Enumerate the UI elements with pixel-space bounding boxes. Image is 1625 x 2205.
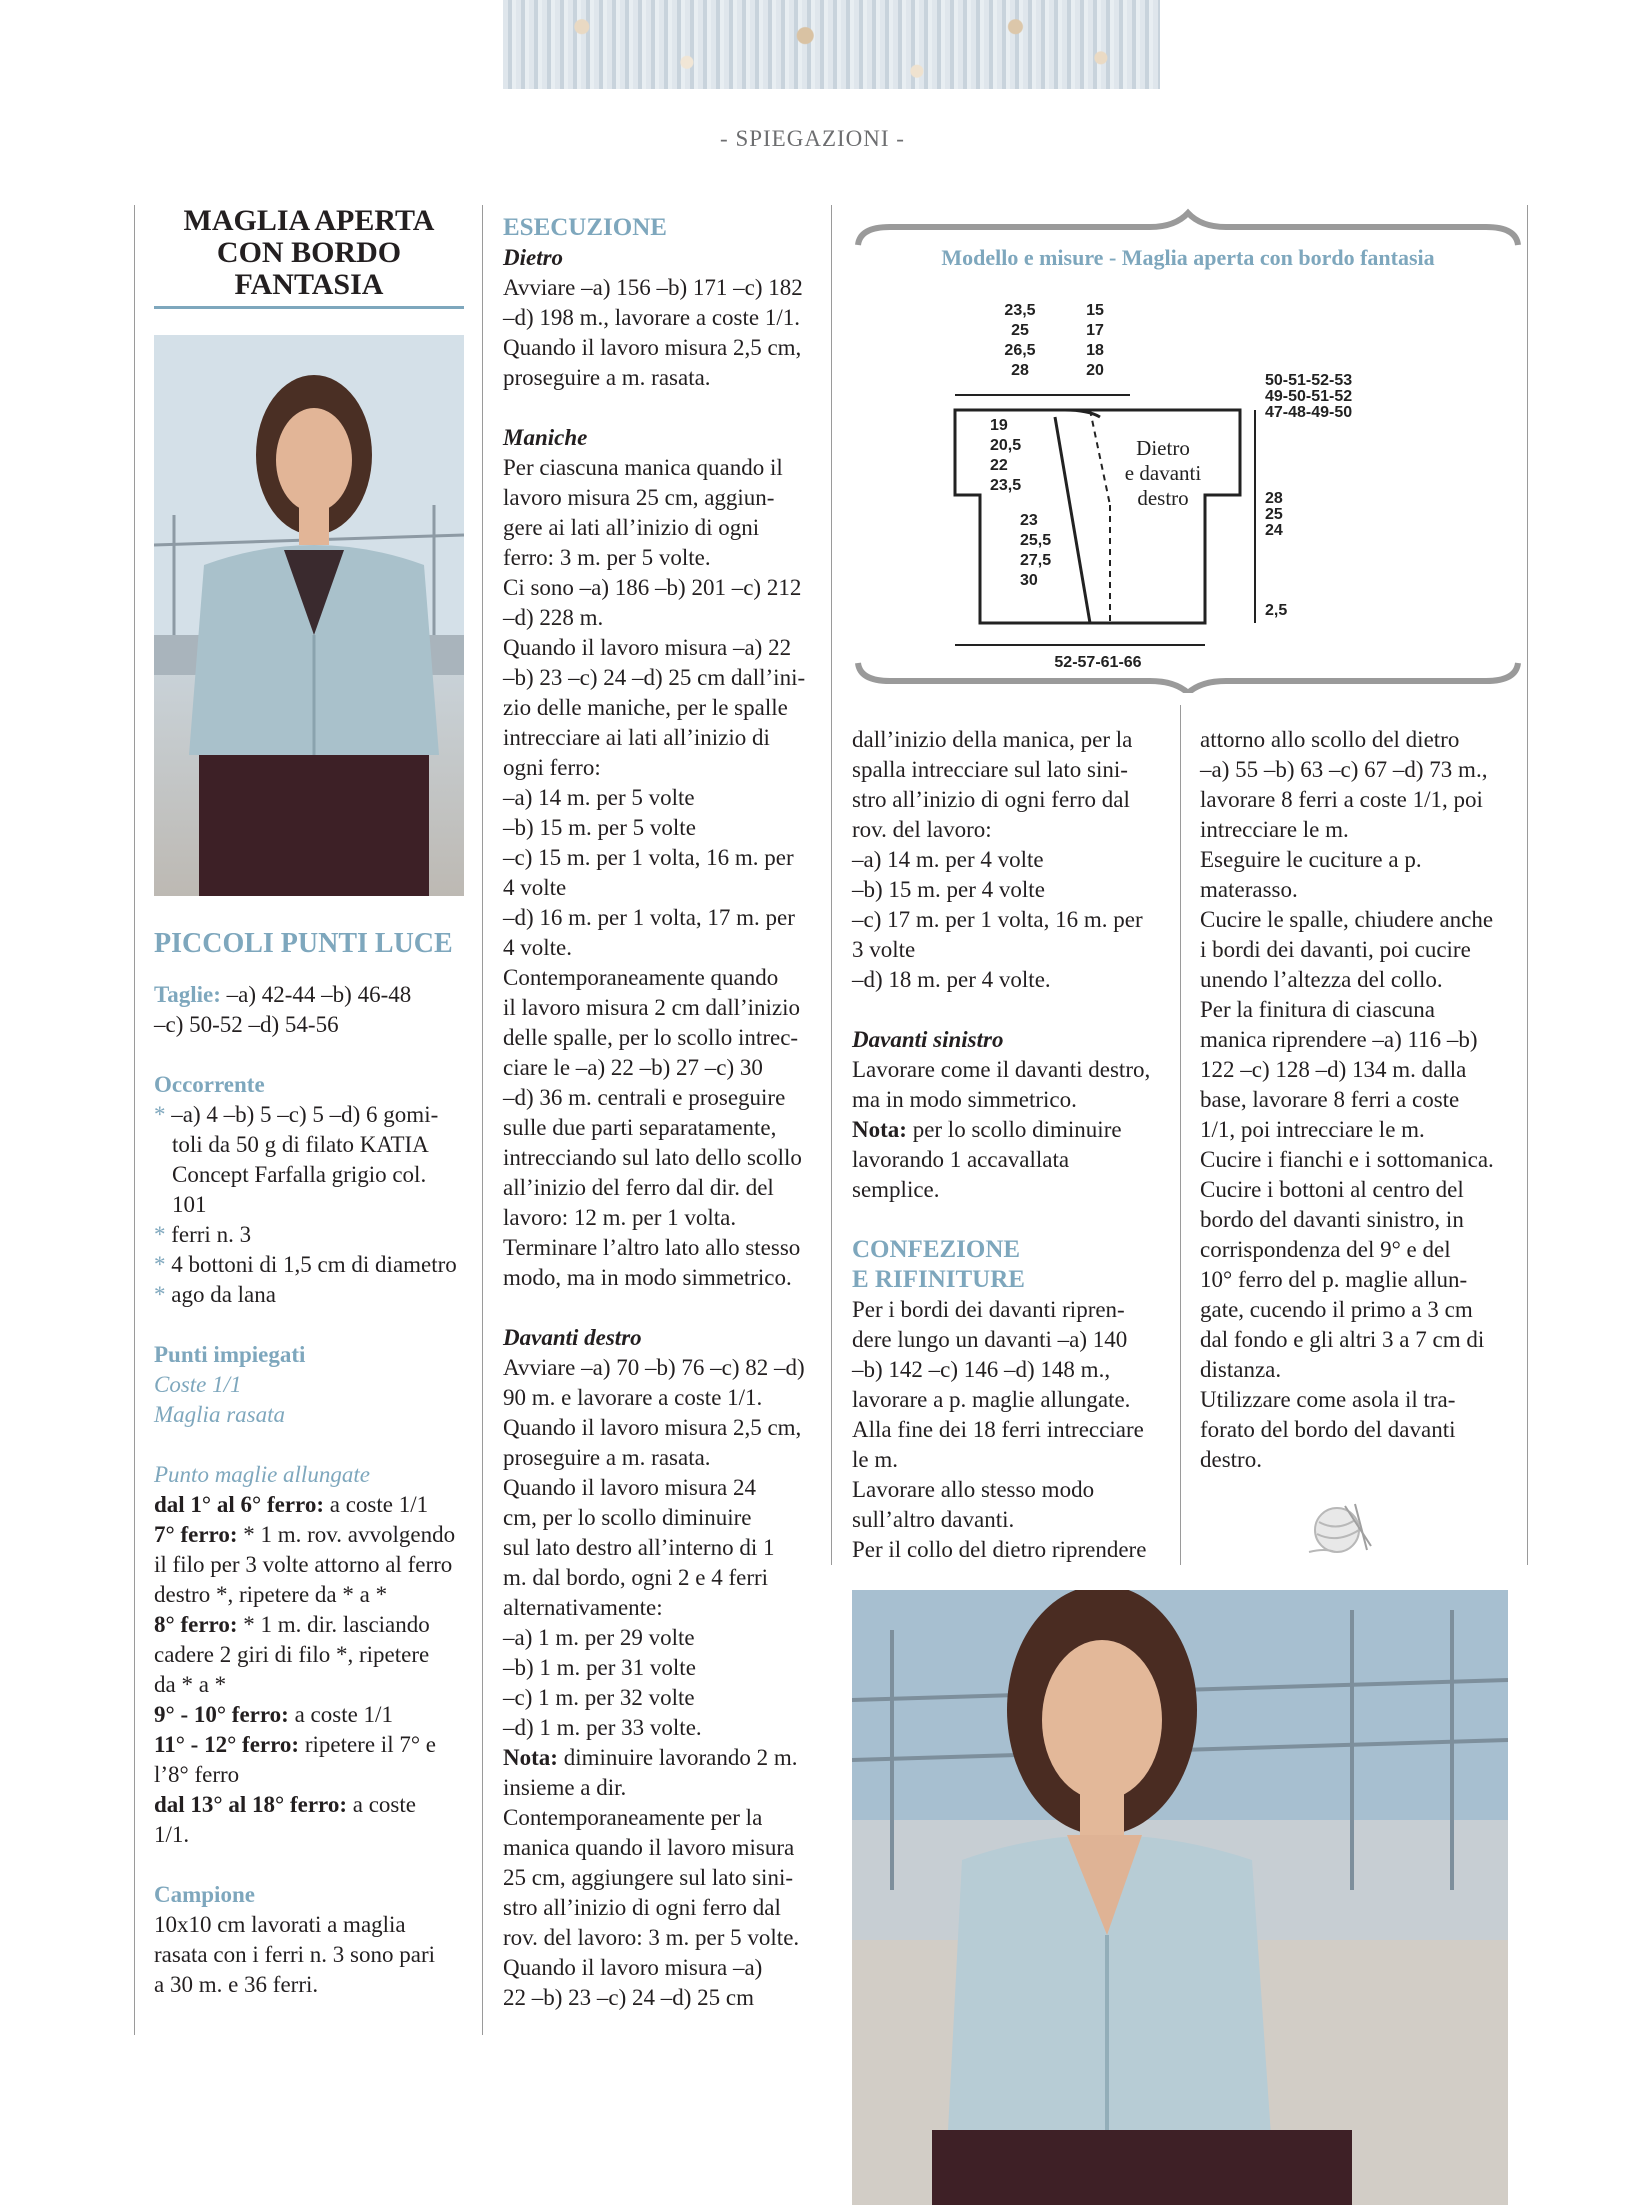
- column-divider: [1180, 705, 1181, 1565]
- svg-text:23,5: 23,5: [1004, 302, 1036, 319]
- svg-text:22: 22: [990, 457, 1008, 474]
- svg-text:50-51-52-53: 50-51-52-53: [1265, 372, 1353, 389]
- svg-text:26,5: 26,5: [1004, 342, 1036, 359]
- section-subhead: PICCOLI PUNTI LUCE: [154, 928, 453, 959]
- svg-text:28: 28: [1011, 362, 1029, 379]
- diagram-title: Modello e misure - Maglia aperta con bordo fantasia: [941, 245, 1435, 270]
- svg-text:23: 23: [1020, 512, 1038, 529]
- model-photo-large: [852, 1590, 1508, 2205]
- confezione-heading: CONFEZIONE: [852, 1236, 1021, 1263]
- column-divider: [831, 205, 832, 1565]
- svg-text:49-50-51-52: 49-50-51-52: [1265, 388, 1353, 405]
- svg-text:24: 24: [1265, 522, 1283, 539]
- article-title: MAGLIA APERTA CON BORDO FANTASIA: [183, 204, 435, 301]
- schematic-diagram: [850, 205, 1526, 693]
- yarn-ball-icon: [1305, 1498, 1375, 1558]
- svg-text:2,5: 2,5: [1265, 602, 1288, 619]
- section-label: - SPIEGAZIONI -: [720, 126, 905, 151]
- diagram-svg: [850, 205, 1526, 693]
- column-2: ESECUZIONE Dietro Avviare –a) 156 –b) 171 –c) 182 –d) 198 m., lavorare a coste 1/1. Quando il lavoro misura 2,5 cm, proseguire a m. rasata. Maniche Per ciascuna manica quando il lavoro misura 25 cm, aggiun- gere ai lati all’inizio di ogni ferro: 3 m. per 5 volte. Ci sono –a) 186 –b) 201 –c) 212 –d) 228 m. Quando il lavoro misura –a) 22 –b) 23 –c) 24 –d) 25 cm dall’ini- zio delle maniche, per le spalle intrecciare ai lati all’inizio di ogni ferro: –a) 14 m. per 5 volte –b) 15 m. per 5 volte –c) 15 m. per 1 volta, 16 m. per 4 volte –d) 16 m. per 1 volta, 17 m. per 4 volte. Contemporaneamente quando il lavoro misura 2 cm dall’inizio delle spalle, per lo scollo intrec- ciare le –a) 22 –b) 27 –c) 30 –d) 36 m. centrali e proseguire sulle due parti separatamente, intrecciando sul lato dello scollo all’inizio del ferro dal dir. del lavoro: 12 m. per 1 volta. Terminare l’altro lato allo stesso modo, ma in modo simmetrico. Davanti destro Avviare –a) 70 –b) 76 –c) 82 –d) 90 m. e lavorare a coste 1/1. Quando il lavoro misura 2,5 cm, proseguire a m. rasata. Quando il lavoro misura 24 cm, per lo scollo diminuire sul lato destro all’interno di 1 m. dal bordo, ogni 2 e 4 ferri alternativamente: –a) 1 m. per 29 volte –b) 1 m. per 31 volte –c) 1 m. per 32 volte –d) 1 m. per 33 volte. Nota: diminuire lavorando 2 m. insieme a dir. Contemporaneamente per la manica quando il lavoro misura 25 cm, aggiungere sul lato sini- stro all’inizio di ogni ferro dal rov. del lavoro: 3 m. per 5 volte. Quando il lavoro misura –a) 22 –b) 23 –c) 24 –d) 25 cm: [503, 213, 813, 2013]
- left-column: Taglie: –a) 42-44 –b) 46-48 –c) 50-52 –d) 54-56 Occorrente * –a) 4 –b) 5 –c) 5 –d) 6 gomi- toli da 50 g di filato KATIA Concept Farfalla grigio col. 101 * ferri n. 3 * 4 bottoni di 1,5 cm di diametro * ago da lana Punti impiegati Coste 1/1 Maglia rasata Punto maglie allungate dal 1° al 6° ferro: a coste 1/1 7° ferro: * 1 m. rov. avvolgendo il filo per 3 volte attorno al ferro destro *, ripetere da * a * 8° ferro: * 1 m. dir. lasciando cadere 2 giri di filo *, ripetere da * a * 9° - 10° ferro: a coste 1/1 11° - 12° ferro: ripetere il 7° e l’8° ferro dal 13° al 18° ferro: a coste 1/1. Campione 10x10 cm lavorati a maglia rasata con i ferri n. 3 sono pari a 30 m. e 36 ferri.: [154, 980, 464, 2000]
- svg-text:e davanti: e davanti: [1124, 461, 1202, 485]
- front-edge: [1055, 417, 1090, 623]
- svg-text:23,5: 23,5: [990, 477, 1022, 494]
- column-4: attorno allo scollo del dietro –a) 55 –b) 63 –c) 67 –d) 73 m., lavorare 8 ferri a coste 1/1, poi intrecciare le m. Eseguire le cuciture a p. materasso. Cucire le spalle, chiudere anche i bordi dei davanti, poi cucire unendo l’altezza del collo. Per la finitura di ciascuna manica riprendere –a) 116 –b) 122 –c) 128 –d) 134 m. dalla base, lavorare 8 ferri a coste 1/1, poi intrecciare le m. Cucire i fianchi e i sottomanica. Cucire i bottoni al centro del bordo del davanti sinistro, in corrispondenza del 9° e del 10° ferro del p. maglie allun- gate, cucendo il primo a 3 cm dal fondo e gli altri 3 a 7 cm di distanza. Utilizzare come asola il tra- forato del bordo del davanti destro.: [1200, 727, 1494, 1472]
- model-photo-small: [154, 335, 464, 896]
- title-underline: [154, 306, 464, 309]
- dietro-heading: Dietro: [503, 245, 564, 270]
- svg-text:52-57-61-66: 52-57-61-66: [1054, 654, 1142, 671]
- svg-text:30: 30: [1020, 572, 1038, 589]
- svg-text:19: 19: [990, 417, 1008, 434]
- maniche-heading: Maniche: [503, 425, 588, 450]
- svg-text:15: 15: [1086, 302, 1104, 319]
- pma-label: Punto maglie allungate: [154, 1462, 370, 1487]
- svg-text:20: 20: [1086, 362, 1104, 379]
- svg-text:27,5: 27,5: [1020, 552, 1052, 569]
- svg-text:18: 18: [1086, 342, 1104, 359]
- davanti-sinistro-heading: Davanti sinistro: [852, 1027, 1004, 1052]
- esecuzione-heading: ESECUZIONE: [503, 214, 667, 241]
- svg-text:destro: destro: [1137, 486, 1189, 510]
- column-3: dall’inizio della manica, per la spalla intrecciare sul lato sini- stro all’inizio di ogni ferro dal rov. del lavoro: –a) 14 m. per 4 volte –b) 15 m. per 4 volte –c) 17 m. per 1 volta, 16 m. per 3 volte –d) 18 m. per 4 volte. Davanti sinistro Lavorare come il davanti destro, ma in modo simmetrico. Nota: per lo scollo diminuire lavorando 1 accavallata semplice. CONFEZIONE E RIFINITURE Per i bordi dei davanti ripren- dere lungo un davanti –a) 140 –b) 142 –c) 146 –d) 148 m., lavorare a p. maglie allungate. Alla fine dei 18 ferri intrecciare le m. Lavorare allo stesso modo sull’altro davanti. Per il collo del dietro riprendere: [852, 725, 1162, 1565]
- top-bracket: [858, 213, 1518, 245]
- svg-text:25: 25: [1265, 506, 1283, 523]
- taglie-label: Taglie:: [154, 982, 221, 1007]
- yarn-swatch-image: [503, 0, 1160, 89]
- bottom-bracket: [858, 663, 1518, 693]
- column-divider: [134, 205, 135, 2035]
- svg-text:17: 17: [1086, 322, 1104, 339]
- punti-label: Punti impiegati: [154, 1342, 306, 1367]
- davanti-destro-heading: Davanti destro: [503, 1325, 642, 1350]
- svg-text:47-48-49-50: 47-48-49-50: [1265, 404, 1353, 421]
- svg-text:25: 25: [1011, 322, 1029, 339]
- svg-text:25,5: 25,5: [1020, 532, 1052, 549]
- svg-text:28: 28: [1265, 490, 1283, 507]
- column-divider: [1527, 205, 1528, 1565]
- occorrente-label: Occorrente: [154, 1072, 265, 1097]
- campione-label: Campione: [154, 1882, 255, 1907]
- svg-text:Dietro: Dietro: [1136, 436, 1190, 460]
- column-divider: [482, 205, 483, 2035]
- svg-text:20,5: 20,5: [990, 437, 1022, 454]
